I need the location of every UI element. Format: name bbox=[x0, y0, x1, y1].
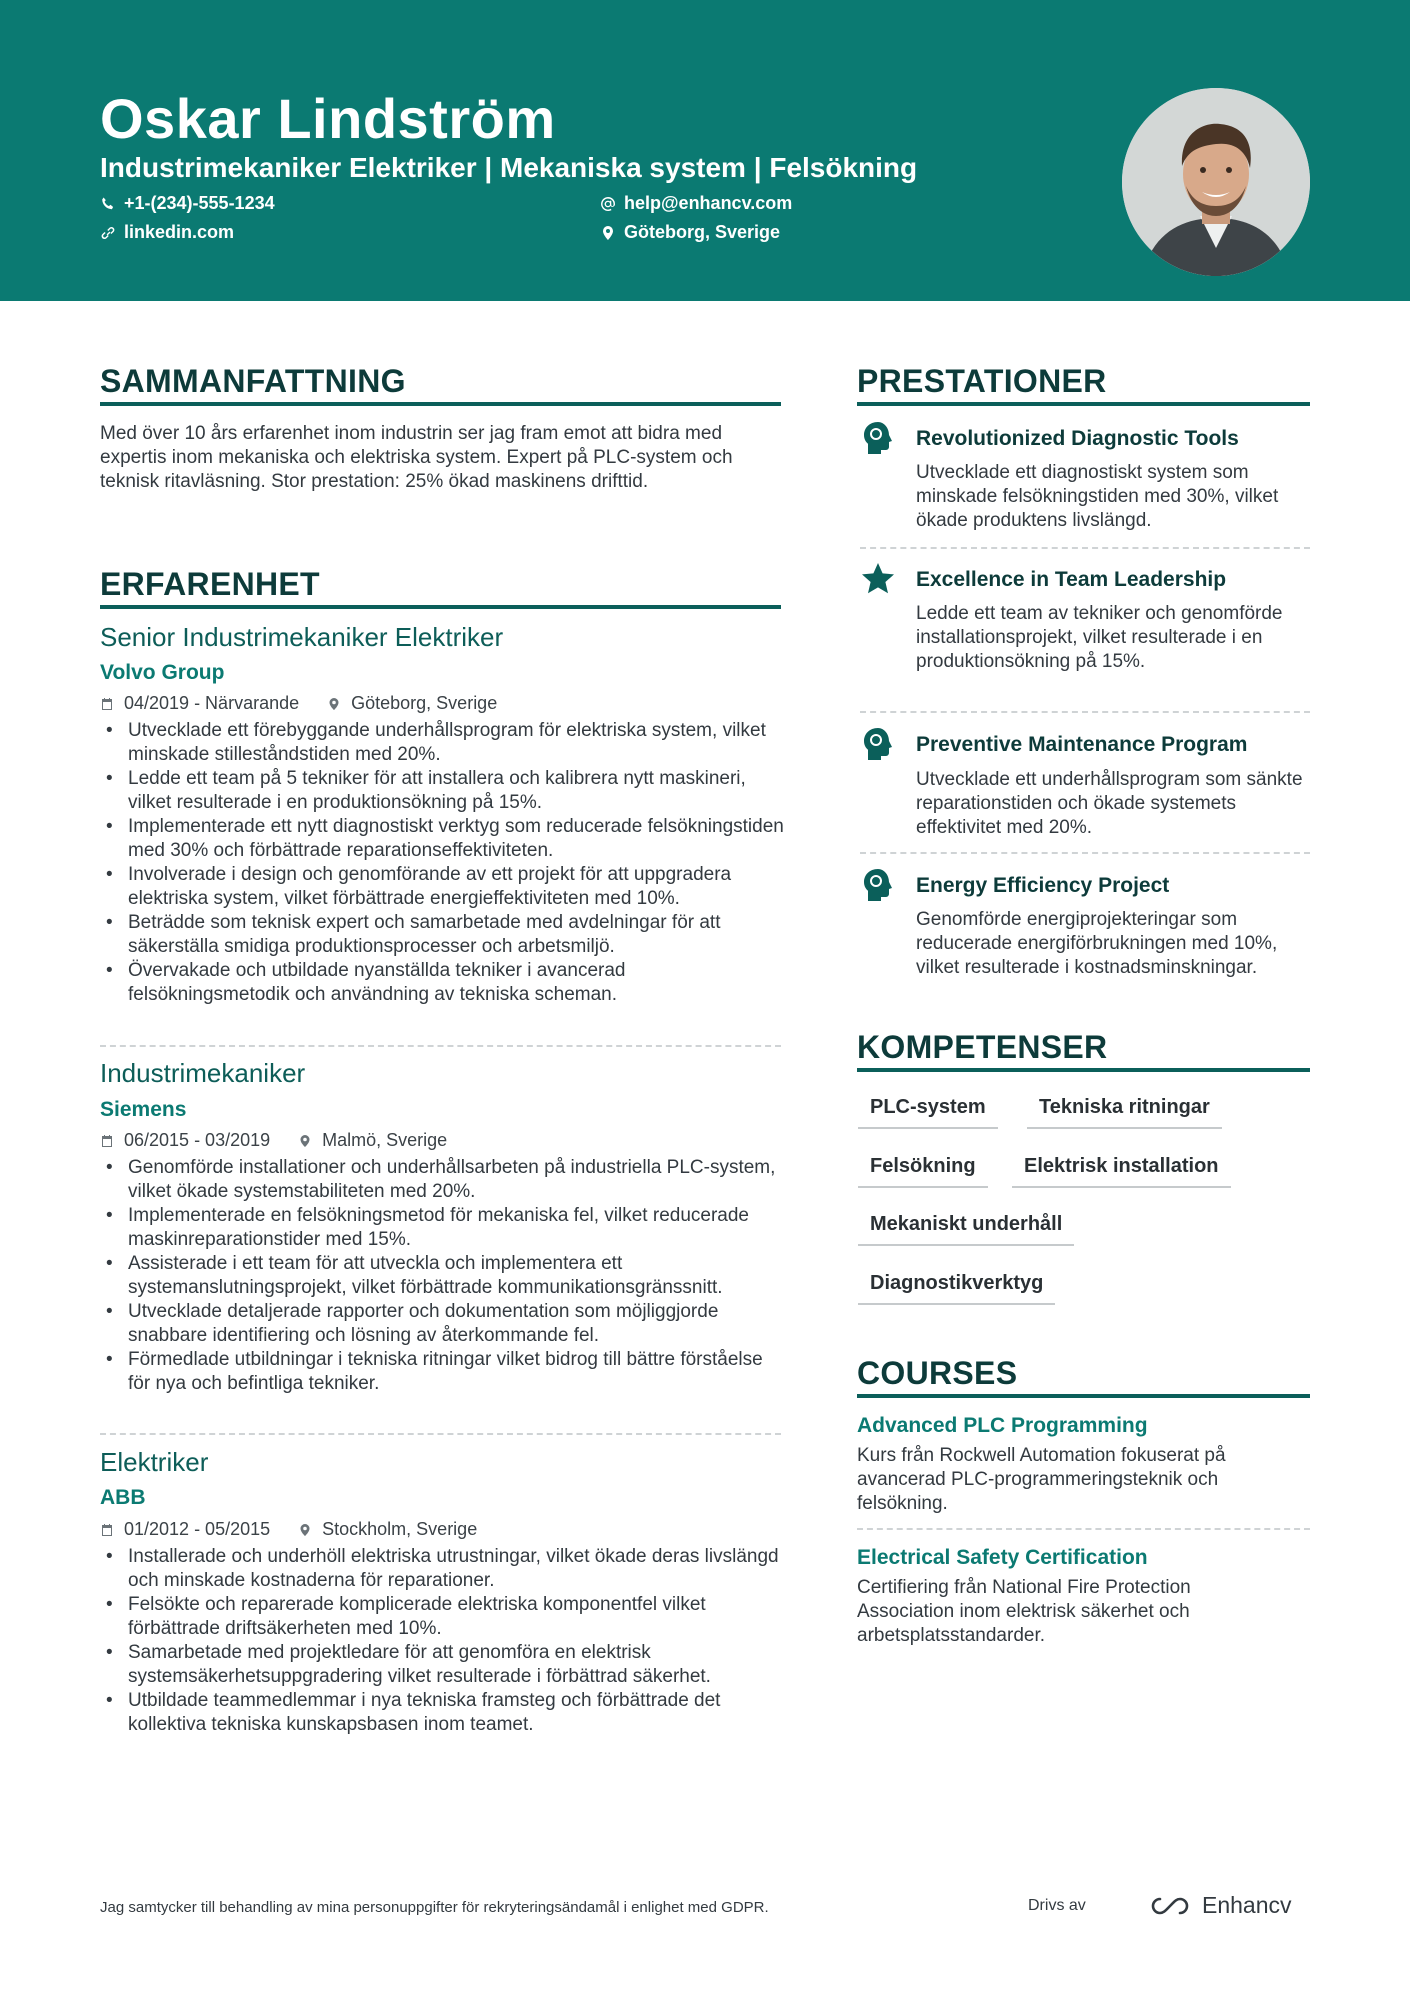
job-bullet: • Involverade i design och genomförande av ett projekt för att uppgradera elektriska system, vilket förbättrade energieffektiviteten med 10%. bbox=[100, 863, 790, 911]
head-icon bbox=[860, 867, 896, 903]
job-dates: 01/2012 - 05/2015 bbox=[124, 1519, 271, 1539]
star-icon bbox=[860, 561, 896, 597]
course-title: Electrical Safety Certification bbox=[857, 1546, 1148, 1569]
experience-heading: ERFARENHET bbox=[100, 566, 781, 609]
company-name: Siemens bbox=[100, 1098, 187, 1121]
achievement-desc: Ledde ett team av tekniker och genomförde installationsprojekt, vilket resulterade i en produktionsökning på 15%. bbox=[916, 603, 1283, 672]
link-icon bbox=[100, 225, 116, 241]
job-bullets bbox=[100, 719, 790, 1007]
course-desc: Kurs från Rockwell Automation fokuserat på avancerad PLC-programmeringsteknik och felsökning. bbox=[857, 1445, 1226, 1514]
enhancv-logo-icon bbox=[1148, 1895, 1194, 1917]
job-title: Senior Industrimekaniker Elektriker bbox=[100, 622, 504, 652]
job-location: Malmö, Sverige bbox=[322, 1130, 448, 1150]
section-divider bbox=[860, 547, 1310, 549]
calendar-icon bbox=[100, 1523, 114, 1537]
job-dates: 04/2019 - Närvarande bbox=[124, 693, 300, 713]
achievement-title: Revolutionized Diagnostic Tools bbox=[916, 427, 1239, 450]
company-name: ABB bbox=[100, 1486, 146, 1509]
location-text: Göteborg, Sverige bbox=[624, 222, 781, 242]
section-divider bbox=[860, 852, 1310, 854]
profile-photo bbox=[1122, 88, 1310, 276]
skill-tag: PLC-system bbox=[858, 1096, 998, 1129]
resume-header bbox=[0, 0, 1410, 301]
achievement-desc: Genomförde energiprojekteringar som reducerade energiförbrukningen med 10%, vilket resulterade i kostnadsminskningar. bbox=[916, 909, 1278, 978]
linkedin-contact[interactable] bbox=[100, 222, 234, 243]
job-title: Industrimekaniker bbox=[100, 1058, 306, 1088]
company-name: Volvo Group bbox=[100, 661, 225, 684]
calendar-icon bbox=[100, 1134, 114, 1148]
job-bullets bbox=[100, 1545, 790, 1737]
gdpr-consent: Jag samtycker till behandling av mina personuppgifter för rekryteringsändamål i enlighet med GDPR. bbox=[100, 1899, 769, 1916]
candidate-name: Oskar Lindström bbox=[100, 87, 556, 150]
job-dates: 06/2015 - 03/2019 bbox=[124, 1130, 271, 1150]
job-location: Göteborg, Sverige bbox=[351, 693, 498, 713]
job-meta bbox=[100, 693, 497, 714]
phone-contact bbox=[100, 193, 275, 214]
job-meta bbox=[100, 1519, 477, 1540]
job-bullet: • Utbildade teammedlemmar i nya tekniska framsteg och förbättrade det kollektiva tekniska kunskapsbasen inom teamet. bbox=[100, 1689, 790, 1737]
course-desc: Certifiering från National Fire Protection Association inom elektrisk säkerhet och arbetsplatsstandarder. bbox=[857, 1577, 1191, 1646]
profile-avatar-icon bbox=[1122, 88, 1310, 276]
location-pin-icon bbox=[600, 225, 616, 241]
achievement-title: Excellence in Team Leadership bbox=[916, 568, 1227, 591]
skills-heading: KOMPETENSER bbox=[857, 1029, 1310, 1072]
section-divider bbox=[857, 1528, 1310, 1530]
job-bullet: • Utvecklade ett förebyggande underhållsprogram för elektriska system, vilket minskade stilleståndstiden med 20%. bbox=[100, 719, 790, 767]
head-icon bbox=[860, 726, 896, 762]
job-bullet: • Installerade och underhöll elektriska utrustningar, vilket ökade deras livslängd och minskade kostnaderna för reparationer. bbox=[100, 1545, 790, 1593]
summary-heading: SAMMANFATTNING bbox=[100, 363, 781, 406]
location-contact bbox=[600, 222, 780, 243]
skill-tag: Tekniska ritningar bbox=[1027, 1096, 1222, 1129]
job-bullet: • Beträdde som teknisk expert och samarbetade med avdelningar för att säkerställa smidiga produktionsprocesser och arbetsmiljö. bbox=[100, 911, 790, 959]
achievement-title: Preventive Maintenance Program bbox=[916, 733, 1248, 756]
achievement-desc: Utvecklade ett diagnostiskt system som minskade felsökningstiden med 30%, vilket ökade produktens livslängd. bbox=[916, 462, 1279, 531]
job-location-wrap bbox=[327, 693, 497, 714]
job-bullet: • Ledde ett team på 5 tekniker för att installera och kalibrera nytt maskineri, vilket resulterade i en produktionsökning på 15%. bbox=[100, 767, 790, 815]
skill-tag: Felsökning bbox=[858, 1155, 988, 1188]
skill-tag: Mekaniskt underhåll bbox=[858, 1213, 1074, 1246]
job-bullets bbox=[100, 1156, 790, 1396]
job-bullet: • Förmedlade utbildningar i tekniska ritningar vilket bidrog till bättre förståelse för nya och befintliga tekniker. bbox=[100, 1348, 790, 1396]
job-bullet: • Implementerade en felsökningsmetod för mekaniska fel, vilket reducerade maskinreparationstider med 15%. bbox=[100, 1204, 790, 1252]
candidate-headline: Industrimekaniker Elektriker | Mekaniska system | Felsökning bbox=[100, 152, 918, 183]
job-location: Stockholm, Sverige bbox=[322, 1519, 478, 1539]
phone-text: +1-(234)-555-1234 bbox=[124, 193, 275, 213]
at-icon bbox=[600, 196, 616, 212]
skill-tag: Elektrisk installation bbox=[1012, 1155, 1231, 1188]
location-pin-icon bbox=[298, 1523, 312, 1537]
powered-by-label: Drivs av bbox=[1028, 1897, 1086, 1914]
job-bullet: • Samarbetade med projektledare för att genomföra en elektrisk systemsäkerhetsuppgradering vilket resulterade i förbättrad säkerhet. bbox=[100, 1641, 790, 1689]
skill-tag: Diagnostikverktyg bbox=[858, 1272, 1055, 1305]
courses-heading: COURSES bbox=[857, 1355, 1310, 1398]
job-meta bbox=[100, 1130, 447, 1151]
achievements-heading: PRESTATIONER bbox=[857, 363, 1310, 406]
head-icon bbox=[860, 420, 896, 456]
course-title: Advanced PLC Programming bbox=[857, 1414, 1148, 1437]
job-bullet: • Utvecklade detaljerade rapporter och dokumentation som möjliggjorde snabbare identifiering och lösning av återkommande fel. bbox=[100, 1300, 790, 1348]
email-contact[interactable] bbox=[600, 193, 792, 214]
calendar-icon bbox=[100, 697, 114, 711]
job-location-wrap bbox=[298, 1519, 477, 1540]
job-location-wrap bbox=[298, 1130, 447, 1151]
job-title: Elektriker bbox=[100, 1447, 209, 1477]
brand-name: Enhancv bbox=[1202, 1892, 1292, 1918]
job-bullet: • Felsökte och reparerade komplicerade elektriska komponentfel vilket förbättrade driftsäkerheten med 10%. bbox=[100, 1593, 790, 1641]
location-pin-icon bbox=[298, 1134, 312, 1148]
job-bullet: • Genomförde installationer och underhållsarbeten på industriella PLC-system, vilket ökade systemstabiliteten med 20%. bbox=[100, 1156, 790, 1204]
job-bullet: • Assisterade i ett team för att utveckla och implementera ett systemanslutningsprojekt, vilket förbättrade kommunikationsgränssnitt. bbox=[100, 1252, 790, 1300]
job-bullet: • Övervakade och utbildade nyanställda tekniker i avancerad felsökningsmetodik och användning av tekniska scheman. bbox=[100, 959, 790, 1007]
achievement-desc: Utvecklade ett underhållsprogram som sänkte reparationstiden och ökade systemets effektivitet med 20%. bbox=[916, 769, 1303, 838]
summary-text: Med över 10 års erfarenhet inom industrin ser jag fram emot att bidra med expertis inom mekaniska och elektriska system. Expert på PLC-system och teknisk ritavläsning. Stor prestation: 25% ökad maskinens drifttid. bbox=[100, 423, 733, 492]
achievement-title: Energy Efficiency Project bbox=[916, 874, 1170, 897]
job-bullet: • Implementerade ett nytt diagnostiskt verktyg som reducerade felsökningstiden med 30% och förbättrade reparationseffektiviteten. bbox=[100, 815, 790, 863]
section-divider bbox=[860, 711, 1310, 713]
email-link[interactable]: help@enhancv.com bbox=[624, 193, 793, 213]
section-divider bbox=[100, 1045, 781, 1047]
phone-icon bbox=[100, 196, 116, 212]
linkedin-link[interactable]: linkedin.com bbox=[124, 222, 235, 242]
brand-logo[interactable] bbox=[1148, 1892, 1292, 1919]
section-divider bbox=[100, 1433, 781, 1435]
location-pin-icon bbox=[327, 697, 341, 711]
